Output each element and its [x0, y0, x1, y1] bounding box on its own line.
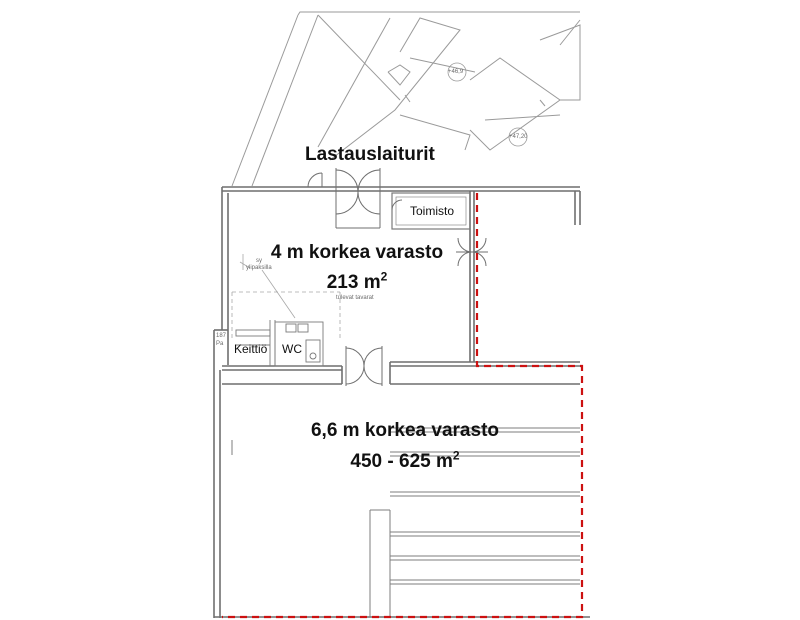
- level-annotation-a: +46,9: [448, 69, 464, 75]
- warehouse-66m-area-value: 450 - 625 m: [350, 451, 453, 472]
- loading-docks-label: Lastauslaiturit: [305, 144, 435, 165]
- warehouse-66m-area: [350, 448, 460, 473]
- note-a: sy: [256, 258, 262, 264]
- wc-label: WC: [282, 342, 302, 356]
- note-b: ylipaksilla: [246, 265, 272, 271]
- kitchen-label: Keittiö: [234, 342, 268, 356]
- warehouse-4m-area: [326, 269, 388, 294]
- warehouse-4m-area-exponent: 2: [380, 269, 388, 284]
- warehouse-66m-title: 6,6 m korkea varasto: [310, 420, 500, 441]
- warehouse-4m-area-value: 213 m: [326, 272, 381, 293]
- warehouse-66m-area-exponent: 2: [452, 448, 460, 463]
- level-annotation-b: +47,20: [509, 134, 528, 140]
- warehouse-4m-title: 4 m korkea varasto: [270, 242, 444, 263]
- mark-a: 187: [216, 333, 227, 339]
- note-c: tulevat tavarat: [336, 295, 374, 301]
- office-label: Toimisto: [410, 204, 455, 218]
- mark-b: Pa: [216, 341, 224, 347]
